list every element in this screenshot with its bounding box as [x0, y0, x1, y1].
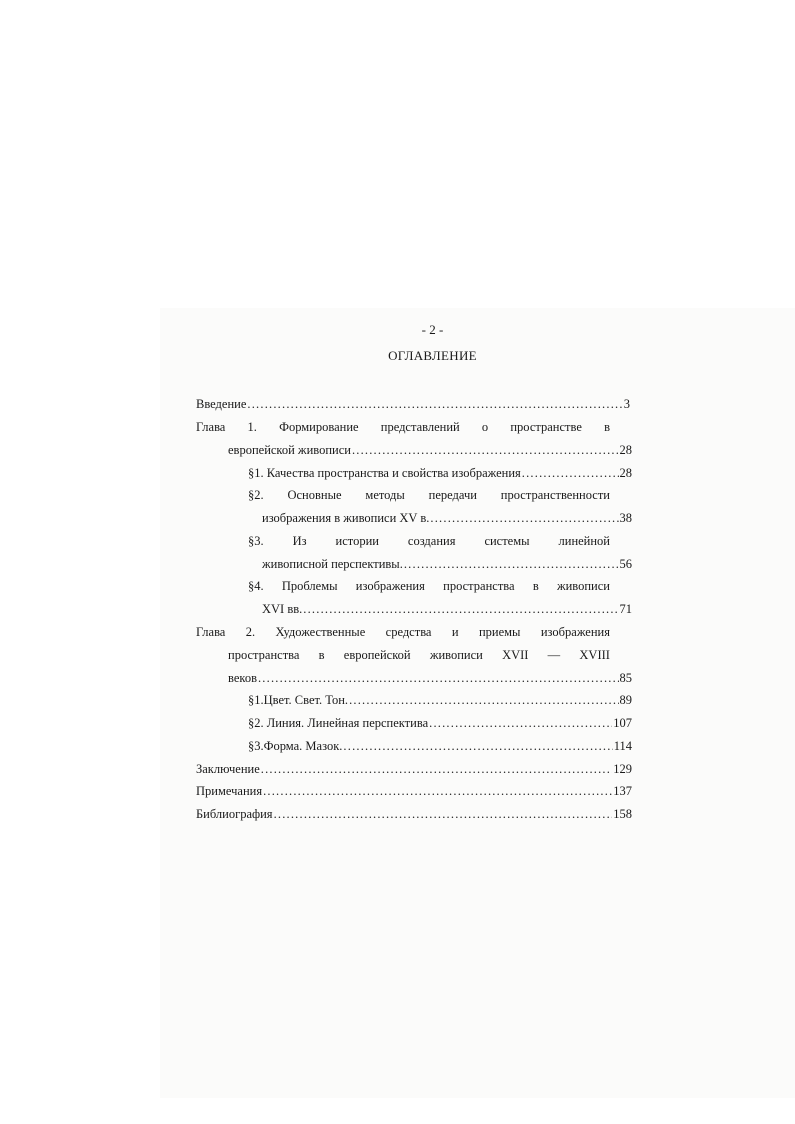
toc-entry-notes	[196, 783, 632, 799]
leader-dots	[247, 396, 622, 412]
leader-dots	[352, 442, 619, 458]
word: системы	[484, 534, 530, 548]
word: Глава	[196, 420, 226, 434]
toc-entry-chapter2	[228, 670, 632, 686]
toc-entry-page: 28	[619, 443, 632, 457]
toc-entry-label: XVI вв.	[262, 602, 303, 616]
leader-dots	[522, 465, 619, 481]
word: пространственности	[500, 488, 610, 502]
word: 1.	[247, 420, 257, 434]
word: пространства	[228, 648, 300, 662]
toc-entry-conclusion	[196, 761, 632, 777]
leader-dots	[261, 761, 613, 777]
toc-title: ОГЛАВЛЕНИЕ	[388, 348, 477, 363]
word: —	[547, 648, 561, 662]
word: методы	[365, 488, 405, 502]
word: и	[451, 625, 459, 639]
toc-entry-label: веков	[228, 671, 257, 685]
word: живописи	[429, 648, 483, 662]
toc-ch1-sec3-line1	[248, 533, 610, 549]
toc-chapter2-line1	[196, 624, 610, 640]
toc-entry-page: 71	[619, 602, 632, 616]
toc-entry-label: Примечания	[196, 784, 263, 798]
toc-entry-page: 28	[619, 466, 632, 480]
toc-entry-label: живописной перспективы.	[262, 557, 403, 571]
word: изображения	[540, 625, 610, 639]
toc-entry-page: 3	[623, 397, 630, 411]
page-number: - 2 -	[421, 322, 444, 337]
toc-entry-bibliography	[196, 806, 632, 822]
word: XVII	[502, 648, 529, 662]
word: создания	[407, 534, 456, 548]
toc-entry-ch1-sec3	[262, 556, 632, 572]
toc-entry-page: 137	[613, 784, 632, 798]
word: Из	[292, 534, 307, 548]
word: §4.	[248, 579, 264, 593]
toc-entry-page: 158	[613, 807, 632, 821]
leader-dots	[430, 510, 618, 526]
word: Художественные	[275, 625, 366, 639]
word: §2.	[248, 488, 264, 502]
word: в	[532, 579, 539, 593]
word: 2.	[245, 625, 256, 639]
leader-dots	[349, 692, 618, 708]
toc-entry-label: §2. Линия. Линейная перспектива	[248, 716, 429, 730]
leader-dots	[429, 715, 612, 731]
leader-dots	[303, 601, 618, 617]
toc-entry-label: §1. Качества пространства и свойства изображения	[248, 466, 521, 480]
toc-entry-label: Заключение	[196, 762, 260, 776]
word: представлений	[380, 420, 460, 434]
word: линейной	[558, 534, 610, 548]
word: передачи	[428, 488, 477, 502]
leader-dots	[258, 670, 619, 686]
word: изображения	[355, 579, 425, 593]
toc-entry-page: 107	[613, 716, 632, 730]
toc-entry-ch1-sec1	[248, 465, 632, 481]
toc-ch1-sec4-line1	[248, 578, 610, 594]
toc-ch1-sec2-line1	[248, 487, 610, 503]
word: §3.	[248, 534, 264, 548]
toc-entry-page: 129	[613, 762, 632, 776]
toc-entry-page: 114	[613, 739, 632, 753]
toc-entry-ch1-sec4	[262, 601, 632, 617]
word: в	[604, 420, 610, 434]
toc-entry-label: европейской живописи	[228, 443, 351, 457]
word: средства	[385, 625, 432, 639]
toc-entry-intro	[196, 396, 630, 412]
toc-entry-ch2-sec2	[248, 715, 632, 731]
toc-entry-page: 85	[619, 671, 632, 685]
toc-entry-page: 38	[619, 511, 632, 525]
leader-dots	[404, 556, 619, 572]
toc-entry-ch2-sec3	[248, 738, 632, 754]
toc-entry-page: 56	[619, 557, 632, 571]
toc-chapter2-line2	[228, 647, 610, 663]
word: Основные	[287, 488, 342, 502]
toc-entry-label: Введение	[196, 397, 247, 411]
toc-entry-label: §3.Форма. Мазок.	[248, 739, 343, 753]
toc-entry-ch2-sec1	[248, 692, 632, 708]
toc-entry-page: 89	[619, 693, 632, 707]
toc-chapter1-line1	[196, 419, 610, 435]
leader-dots	[343, 738, 612, 754]
word: европейской	[343, 648, 411, 662]
word: Глава	[196, 625, 226, 639]
word: приемы	[478, 625, 521, 639]
word: пространства	[443, 579, 515, 593]
word: Проблемы	[281, 579, 338, 593]
toc-entry-ch1-sec2	[262, 510, 632, 526]
leader-dots	[274, 806, 613, 822]
word: живописи	[556, 579, 610, 593]
word: в	[318, 648, 325, 662]
word: пространстве	[510, 420, 582, 434]
word: истории	[335, 534, 379, 548]
word: XVIII	[579, 648, 610, 662]
toc-entry-label: изображения в живописи XV в.	[262, 511, 430, 525]
word: о	[481, 420, 489, 434]
toc-entry-chapter1	[228, 442, 632, 458]
toc-entry-label: Библиография	[196, 807, 273, 821]
leader-dots	[263, 783, 612, 799]
word: Формирование	[279, 420, 359, 434]
toc-entry-label: §1.Цвет. Свет. Тон.	[248, 693, 349, 707]
